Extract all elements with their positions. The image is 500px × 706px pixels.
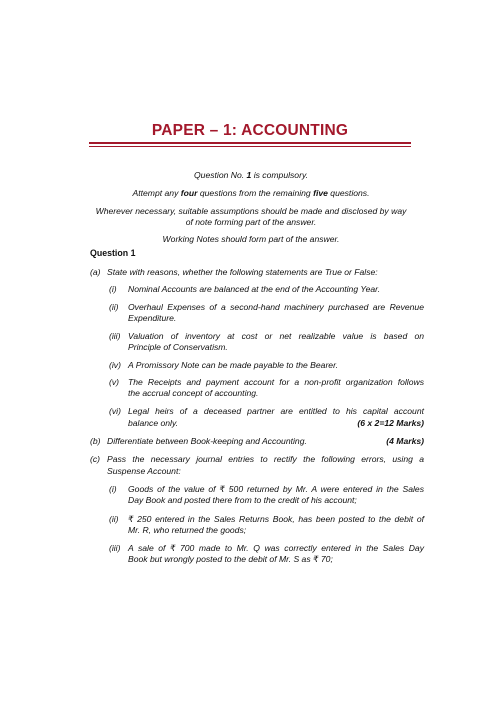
part-b-label: (b)	[90, 436, 101, 446]
instruction-working-notes: Working Notes should form part of the answer.	[162, 234, 340, 244]
title-underline-thin	[89, 146, 411, 147]
instruction-attempt: Attempt any four questions from the remaining five questions.	[132, 188, 370, 198]
part-c-text: Pass the necessary journal entries to rectify the following errors, using a	[107, 454, 424, 464]
question-heading: Question 1	[90, 248, 136, 258]
part-a-label: (a)	[90, 267, 101, 277]
part-a-marks: (6 x 2=12 Marks)	[357, 418, 424, 428]
part-b-text: Differentiate between Book-keeping and Accounting.	[107, 436, 307, 446]
part-a-item-text: Nominal Accounts are balanced at the end of the Accounting Year.	[128, 284, 381, 294]
part-a-text: State with reasons, whether the following statements are True or False:	[107, 267, 378, 277]
part-a-item-text: The Receipts and payment account for a non-profit organization follows	[128, 377, 424, 387]
part-c-item-text: ₹ 250 entered in the Sales Returns Book, has been posted to the debit of	[128, 514, 424, 524]
part-a-item-text: Valuation of inventory at cost or net realizable value is based on	[128, 331, 424, 341]
part-a-item-num: (i)	[109, 284, 117, 294]
page-title: PAPER – 1: ACCOUNTING	[151, 122, 349, 139]
part-c-item-text: Goods of the value of ₹ 500 returned by Mr. A were entered in the Sales	[128, 484, 424, 494]
part-c-item-text-cont: Mr. R, who returned the goods;	[128, 525, 247, 535]
part-a-item-text-cont: balance only.	[128, 418, 179, 428]
part-a-item-num: (iii)	[109, 331, 121, 341]
part-c-item-num: (iii)	[109, 543, 121, 553]
part-c-item-num: (ii)	[109, 514, 119, 524]
part-a-item-text: A Promissory Note can be made payable to the Bearer.	[128, 360, 339, 370]
part-a-item-num: (vi)	[109, 406, 121, 416]
part-a-item-num: (ii)	[109, 302, 119, 312]
part-a-item-text: Legal heirs of a deceased partner are entitled to his capital account	[128, 406, 424, 416]
part-a-item-num: (iv)	[109, 360, 121, 370]
part-a-item-text-cont: the accrual concept of accounting.	[128, 388, 259, 398]
part-a-item-num: (v)	[109, 377, 120, 387]
part-c-text-cont: Suspense Account:	[107, 466, 181, 476]
instruction-assumptions-cont: of note forming part of the answer.	[185, 217, 317, 227]
title-underline	[89, 142, 411, 144]
part-c-item-num: (i)	[109, 484, 117, 494]
part-a-item-text-cont: Expenditure.	[128, 313, 177, 323]
part-c-item-text: A sale of ₹ 700 made to Mr. Q was correctly entered in the Sales Day	[128, 543, 424, 553]
part-b-marks: (4 Marks)	[386, 436, 424, 446]
instruction-compulsory: Question No. 1 is compulsory.	[194, 170, 308, 180]
part-c-label: (c)	[90, 454, 101, 464]
part-c-item-text-cont: Day Book and posted there from to the credit of his account;	[128, 495, 357, 505]
part-a-item-text: Overhaul Expenses of a second-hand machinery purchased are Revenue	[128, 302, 424, 312]
part-c-item-text-cont: Book but wrongly posted to the debit of Mr. S as ₹ 70;	[128, 554, 333, 564]
instruction-assumptions: Wherever necessary, suitable assumptions should be made and disclosed by way	[95, 206, 407, 216]
part-a-item-text-cont: Principle of Conservatism.	[128, 342, 228, 352]
